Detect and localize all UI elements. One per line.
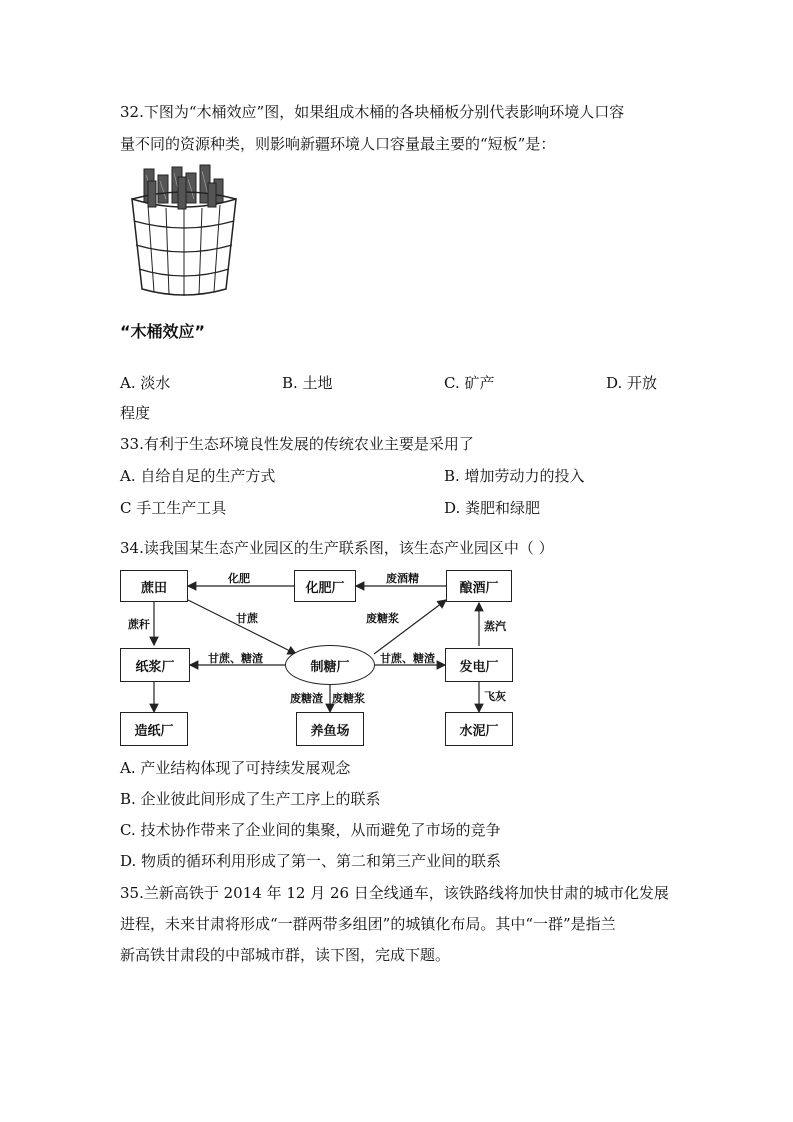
label-cane: 甘蔗: [236, 612, 258, 625]
label-waste-liquor: 废酒精: [386, 572, 419, 585]
label-waste-molasses-1: 废糖浆: [366, 612, 399, 625]
node-paper-mill: 造纸厂: [120, 712, 188, 746]
label-fertilizer: 化肥: [228, 572, 250, 585]
node-sugarcane-field: 蔗田: [120, 570, 188, 602]
q34-stem: 34.读我国某生态产业园区的生产联系图，该生态产业园区中（ ）: [120, 539, 554, 557]
q32-option-c: C. 矿产: [444, 374, 495, 392]
node-cement-plant: 水泥厂: [445, 712, 513, 746]
q34-option-d: D. 物质的循环利用形成了第一、第二和第三产业间的联系: [120, 852, 502, 870]
label-bagasse-stalk: 蔗秆: [128, 618, 150, 631]
q33-option-b: B. 增加劳动力的投入: [444, 467, 585, 485]
label-cane-residue-right: 甘蔗、糖渣: [380, 652, 435, 665]
q32-option-d-wrap: 程度: [120, 404, 151, 422]
node-power-plant: 发电厂: [445, 648, 513, 682]
q32-option-d: D. 开放: [606, 374, 658, 392]
node-pulp-mill: 纸浆厂: [120, 648, 190, 682]
q35-stem-line3: 新高铁甘肃段的中部城市群，读下图，完成下题。: [120, 946, 451, 964]
q35-stem-line2: 进程，未来甘肃将形成“一群两带多组团”的城镇化布局。其中“一群”是指兰: [120, 915, 616, 933]
label-steam: 蒸汽: [484, 620, 506, 633]
q33-option-a: A. 自给自足的生产方式: [120, 467, 276, 485]
q33-option-d: D. 粪肥和绿肥: [444, 499, 541, 517]
q32-stem-line2: 量不同的资源种类，则影响新疆环境人口容量最主要的“短板”是：: [120, 135, 556, 153]
q34-option-b: B. 企业彼此间形成了生产工序上的联系: [120, 790, 381, 808]
q32-option-b: B. 土地: [282, 374, 333, 392]
barrel-caption: “木桶效应”: [120, 322, 206, 341]
label-fly-ash: 飞灰: [484, 690, 506, 703]
node-fish-farm: 养鱼场: [296, 712, 364, 746]
q32-stem-line1: 32.下图为“木桶效应”图，如果组成木桶的各块桶板分别代表影响环境人口容: [120, 103, 625, 121]
label-waste-residue: 废糖渣: [290, 692, 323, 705]
label-cane-residue-left: 甘蔗、糖渣: [208, 652, 263, 665]
q34-option-c: C. 技术协作带来了企业间的集聚，从而避免了市场的竞争: [120, 821, 501, 839]
label-waste-molasses-2: 废糖浆: [332, 692, 365, 705]
node-winery: 酿酒厂: [446, 570, 512, 602]
q35-stem-line1: 35.兰新高铁于 2014 年 12 月 26 日全线通车，该铁路线将加快甘肃的城市化发展: [120, 884, 669, 902]
node-sugar-mill: 制糖厂: [285, 645, 375, 685]
q33-stem: 33.有利于生态环境良性发展的传统农业主要是采用了: [120, 435, 474, 453]
node-fertilizer-plant: 化肥厂: [294, 570, 356, 602]
q32-option-a: A. 淡水: [120, 374, 171, 392]
q34-option-a: A. 产业结构体现了可持续发展观念: [120, 759, 351, 777]
q33-option-c: C 手工生产工具: [120, 499, 227, 517]
